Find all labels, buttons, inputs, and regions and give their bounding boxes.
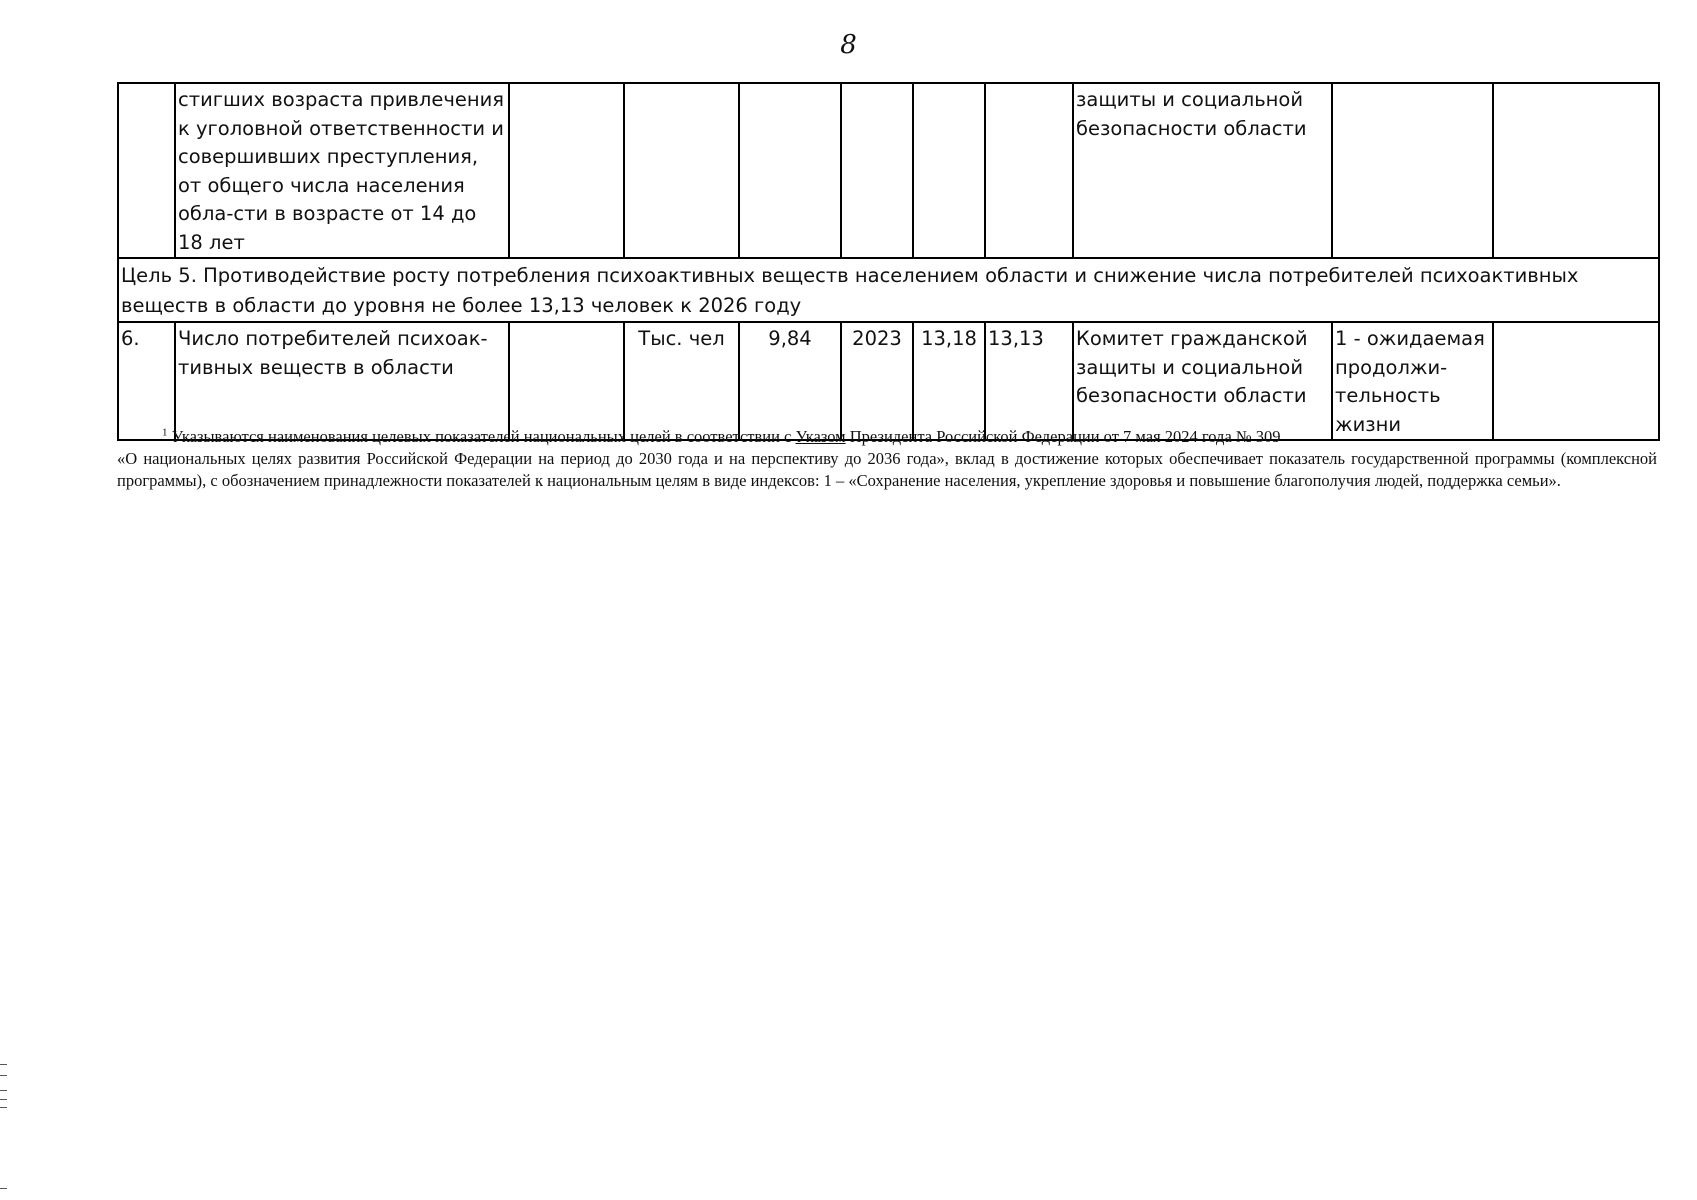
indicators-table <box>117 82 1660 441</box>
page-number: 8 <box>840 30 857 60</box>
cell-level <box>509 83 624 258</box>
footnote-marker: 1 <box>162 426 168 439</box>
responsible-cell: Комитет гражданской защиты и социальной безопасности области <box>1073 322 1332 440</box>
indicator-name-cell: Число потребителей психоак-тивных веществ в области <box>175 322 509 440</box>
table-row <box>118 322 1659 440</box>
unit-cell: Тыс. чел <box>624 322 739 440</box>
footnote-text-rest: «О национальных целях развития Российской Федерации на период до 2030 года и на перспективу до 2036 года», вклад в достижение которых обеспечивает показатель государственной программы (комплексной программы), с обозначением принадлежности показателей к национальным целям в виде индексов: 1 – «Сохранение населения, укрепление здоровья и повышение благополучия людей, поддержка семьи». <box>117 449 1657 490</box>
footnote-first-line <box>117 426 1657 448</box>
footnote <box>117 426 1657 492</box>
scan-mark <box>0 1188 7 1189</box>
scan-mark <box>0 1064 7 1065</box>
national-goal-cell: 1 - ожидаемая продолжи-тельность жизни <box>1332 322 1493 440</box>
base-value-cell: 9,84 <box>739 322 841 440</box>
cell-national-goal <box>1332 83 1493 258</box>
scan-mark <box>0 1099 7 1100</box>
value-2026-cell: 13,13 <box>985 322 1073 440</box>
cell-base-year <box>841 83 913 258</box>
responsible-cell: защиты и социальной безопасности области <box>1073 83 1332 258</box>
scan-mark <box>0 1107 7 1108</box>
value-2025-cell: 13,18 <box>913 322 985 440</box>
indicator-name-cell: стигших возраста привлечения к уголовной ответственности и совершивших преступления, от общего числа населения обла-сти в возрасте от 14 до 18 лет <box>175 83 509 258</box>
cell-extra <box>1493 83 1659 258</box>
scan-mark <box>0 1075 7 1076</box>
cell-level <box>509 322 624 440</box>
row-number: 6. <box>118 322 175 440</box>
base-year-cell: 2023 <box>841 322 913 440</box>
cell-unit <box>624 83 739 258</box>
cell-value-2026 <box>985 83 1073 258</box>
scan-mark <box>0 1090 7 1091</box>
cell-value-2025 <box>913 83 985 258</box>
goal-text: Цель 5. Противодействие росту потребления психоактивных веществ населением области и снижение числа потребителей психоактивных веществ в области до уровня не более 13,13 человек к 2026 году <box>118 258 1659 322</box>
decree-link[interactable]: Указом <box>795 427 846 446</box>
cell-extra <box>1493 322 1659 440</box>
table-row <box>118 83 1659 258</box>
footnote-text-start: Указываются наименования целевых показателей национальных целей в соответствии с <box>167 427 796 446</box>
cell-number <box>118 83 175 258</box>
cell-base-value <box>739 83 841 258</box>
footnote-text-decree: Президента Российской Федерации от 7 мая 2024 года № 309 <box>845 427 1281 446</box>
goal-row <box>118 258 1659 322</box>
